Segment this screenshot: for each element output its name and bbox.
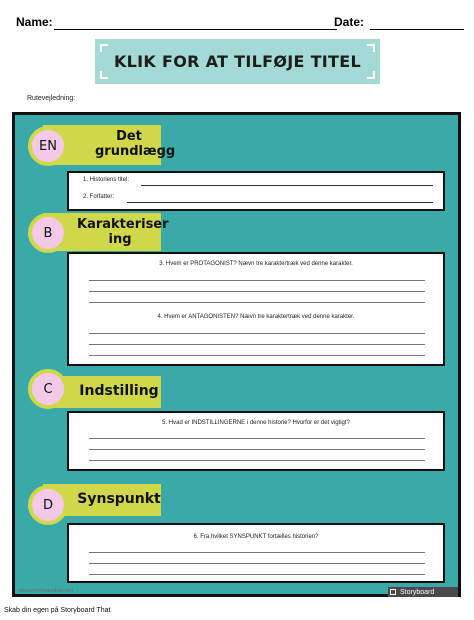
question-4: 4. Hvem er ANTAGONISTEN? Nævn tre karaktertræk ved denne karakter. — [157, 314, 355, 320]
section-d-heading: Synspunkt — [77, 491, 161, 507]
question-1: 1. Historiens titel: — [83, 177, 130, 183]
worksheet-panel — [12, 112, 461, 597]
storyboard-logo-text: Storyboard — [400, 588, 435, 596]
date-label: Date: — [334, 15, 365, 29]
section-a-heading: Det grundlægg — [95, 129, 176, 159]
answer-line[interactable] — [89, 280, 425, 281]
watermark: www.storyboardthat.com — [18, 588, 73, 594]
section-b-heading: Karakteriser ing — [77, 217, 169, 247]
section-d-answer-box — [67, 523, 445, 583]
answer-line[interactable] — [141, 185, 433, 186]
page-title[interactable]: KLIK FOR AT TILFØJE TITEL — [113, 52, 361, 71]
storyboard-logo — [388, 587, 458, 597]
answer-line[interactable] — [89, 333, 425, 334]
answer-line[interactable] — [89, 344, 425, 345]
instructions-label: Rutevejledning: — [27, 95, 76, 102]
worksheet-header — [10, 15, 464, 33]
section-d-badge: D — [28, 485, 68, 525]
section-c-answer-box — [67, 411, 445, 471]
question-5: 5. Hvad er INDSTILLINGERNE i denne historie? Hvorfor er det vigtigt? — [162, 420, 350, 426]
footer-text[interactable]: Skab din egen på Storyboard That — [4, 607, 111, 614]
date-line[interactable] — [370, 29, 464, 30]
answer-line[interactable] — [89, 449, 425, 450]
answer-line[interactable] — [89, 563, 425, 564]
section-b-badge: B — [28, 213, 68, 253]
name-label: Name: — [16, 15, 53, 29]
section-b-answer-box — [67, 252, 445, 366]
question-6: 6. Fra hvilket SYNSPUNKT fortælles historien? — [193, 534, 319, 540]
answer-line[interactable] — [89, 460, 425, 461]
title-box[interactable] — [95, 39, 380, 84]
answer-line[interactable] — [127, 202, 433, 203]
answer-line[interactable] — [89, 355, 425, 356]
answer-line[interactable] — [89, 438, 425, 439]
section-a-badge: EN — [28, 126, 68, 166]
section-c-heading: Indstilling — [79, 383, 159, 399]
answer-line[interactable] — [89, 574, 425, 575]
answer-line[interactable] — [89, 291, 425, 292]
storyboard-logo-icon — [390, 589, 396, 595]
section-a-answer-box — [67, 171, 445, 211]
section-c-badge: C — [28, 369, 68, 409]
question-2: 2. Forfatter: — [83, 194, 115, 200]
answer-line[interactable] — [89, 552, 425, 553]
name-line[interactable] — [54, 29, 337, 30]
question-3: 3. Hvem er PROTAGONIST? Nævn tre karaktertræk ved denne karakter. — [159, 261, 353, 267]
answer-line[interactable] — [89, 302, 425, 303]
